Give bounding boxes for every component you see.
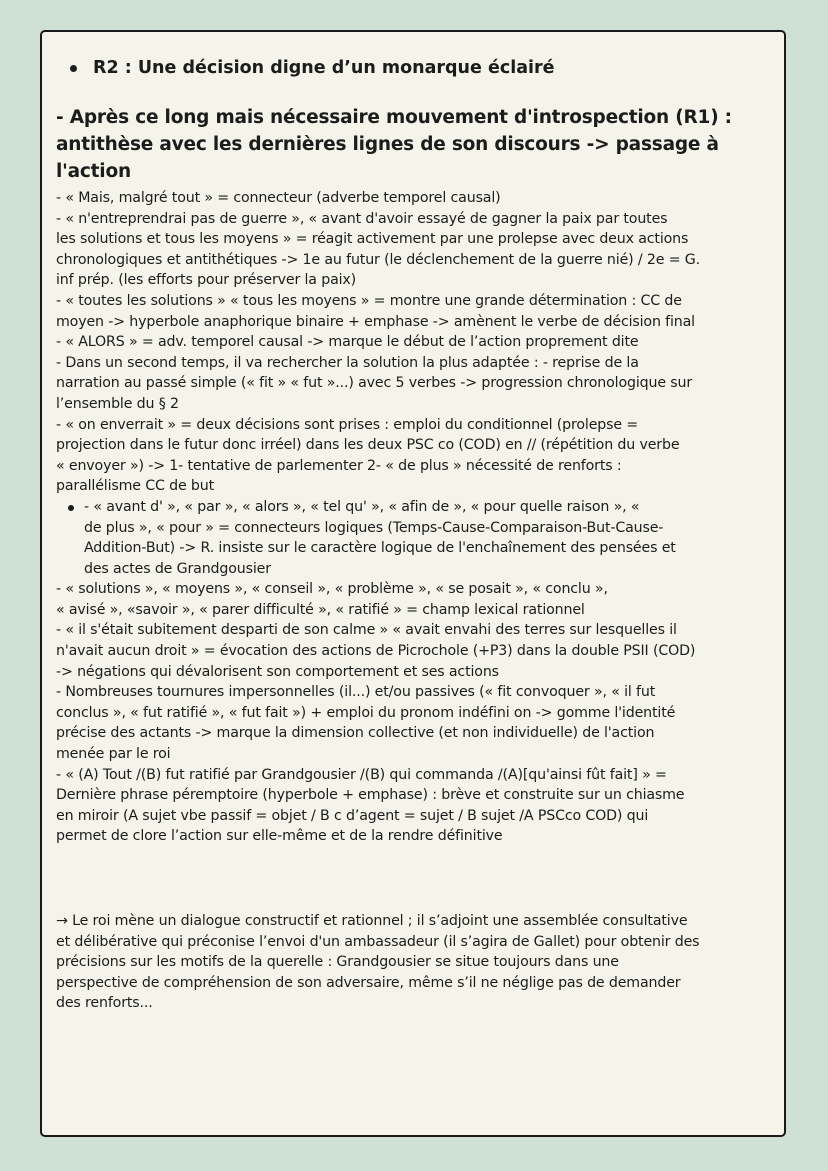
text-line: précise des actants -> marque la dimension collective (et non individuelle) de l'action: [56, 725, 655, 742]
bullet-line: des actes de Grandgousier: [84, 560, 271, 577]
bullet-line: - « avant d' », « par », « alors », « tel qu' », « afin de », « pour quelle raison », «: [68, 497, 770, 518]
text-line: narration au passé simple (« fit » « fut »...) avec 5 verbes -> progression chronologique sur: [56, 375, 693, 392]
bullet-icon: [70, 65, 77, 72]
conclusion-line: perspective de compréhension de son adversaire, même s’il ne néglige pas de demander: [56, 974, 681, 991]
text-line: - « on enverrait » = deux décisions sont prises : emploi du conditionnel (prolepse =: [56, 416, 639, 433]
text-line: - « Mais, malgré tout » = connecteur (adverbe temporel causal): [56, 190, 501, 206]
text-line: inf prép. (les efforts pour préserver la paix): [56, 272, 357, 289]
text-line: menée par le roi: [56, 746, 171, 763]
conclusion-paragraph: [56, 911, 770, 1014]
section-heading: [56, 56, 770, 80]
text-line: - « n'entreprendrai pas de guerre », « avant d'avoir essayé de gagner la paix par toutes: [56, 210, 668, 227]
text-line: en miroir (A sujet vbe passif = objet / B c d’agent = sujet / B sujet /A PSCco COD) qui: [56, 807, 649, 824]
conclusion-line: des renforts...: [56, 995, 153, 1012]
section-heading-text: R2 : Une décision digne d’un monarque éclairé: [93, 58, 555, 78]
text-line: -> négations qui dévalorisent son comportement et ses actions: [56, 663, 499, 680]
text-line: - « (A) Tout /(B) fut ratifié par Grandgousier /(B) qui commanda /(A)[qu'ainsi fût fait] » =: [56, 766, 667, 783]
text-line: conclus », « fut ratifié », « fut fait ») + emploi du pronom indéfini on -> gomme l'identité: [56, 704, 676, 721]
text-line: - « solutions », « moyens », « conseil », « problème », « se posait », « conclu »,: [56, 581, 608, 598]
text-line: Dernière phrase péremptoire (hyperbole + emphase) : brève et construite sur un chiasme: [56, 787, 685, 804]
text-line: permet de clore l’action sur elle-même et de la rendre définitive: [56, 828, 503, 845]
subtitle-line: antithèse avec les dernières lignes de son discours -> passage à l'action: [56, 134, 719, 182]
text-line: « avisé », «savoir », « parer difficulté », « ratifié » = champ lexical rationnel: [56, 601, 585, 618]
analysis-body: [56, 188, 770, 847]
text-line: - « toutes les solutions » « tous les moyens » = montre une grande détermination : CC de: [56, 292, 682, 309]
text-line: projection dans le futur donc irréel) dans les deux PSC co (COD) en // (répétition du verbe: [56, 437, 680, 454]
text-line: les solutions et tous les moyens » = réagit activement par une prolepse avec deux actions: [56, 231, 689, 248]
connecteurs-bullet: [68, 497, 770, 579]
bullet-line: Addition-But) -> R. insiste sur le caractère logique de l'enchaînement des pensées et: [84, 540, 676, 557]
text-line: - « il s'était subitement desparti de son calme » « avait envahi des terres sur lesquelles il: [56, 622, 677, 639]
text-line: - Nombreuses tournures impersonnelles (il...) et/ou passives (« fit convoquer », « il fut: [56, 684, 656, 701]
text-line: parallélisme CC de but: [56, 478, 214, 495]
document-page: [40, 30, 786, 1137]
conclusion-line: et délibérative qui préconise l’envoi d'un ambassadeur (il s’agira de Gallet) pour obtenir des: [56, 933, 700, 950]
conclusion-line: précisions sur les motifs de la querelle : Grandgousier se situe toujours dans une: [56, 954, 619, 971]
text-line: - Dans un second temps, il va rechercher la solution la plus adaptée : - reprise de la: [56, 354, 639, 371]
bullet-line: de plus », « pour » = connecteurs logiques (Temps-Cause-Comparaison-But-Cause-: [84, 519, 664, 536]
text-line: chronologiques et antithétiques -> 1e au futur (le déclenchement de la guerre nié) / 2e = G.: [56, 251, 700, 268]
text-line: moyen -> hyperbole anaphorique binaire + emphase -> amènent le verbe de décision final: [56, 313, 695, 330]
text-line: l’ensemble du § 2: [56, 395, 179, 412]
text-line: n'avait aucun droit » = évocation des actions de Picrochole (+P3) dans la double PSII (COD): [56, 643, 696, 660]
subtitle-line: - Après ce long mais nécessaire mouvement d'introspection (R1) :: [56, 107, 732, 128]
section-subtitle: [56, 104, 770, 185]
text-line: « envoyer ») -> 1- tentative de parlementer 2- « de plus » nécessité de renforts :: [56, 457, 622, 474]
conclusion-line: → Le roi mène un dialogue constructif et rationnel ; il s’adjoint une assemblée consultative: [56, 913, 688, 929]
text-line: - « ALORS » = adv. temporel causal -> marque le début de l’action proprement dite: [56, 334, 639, 351]
